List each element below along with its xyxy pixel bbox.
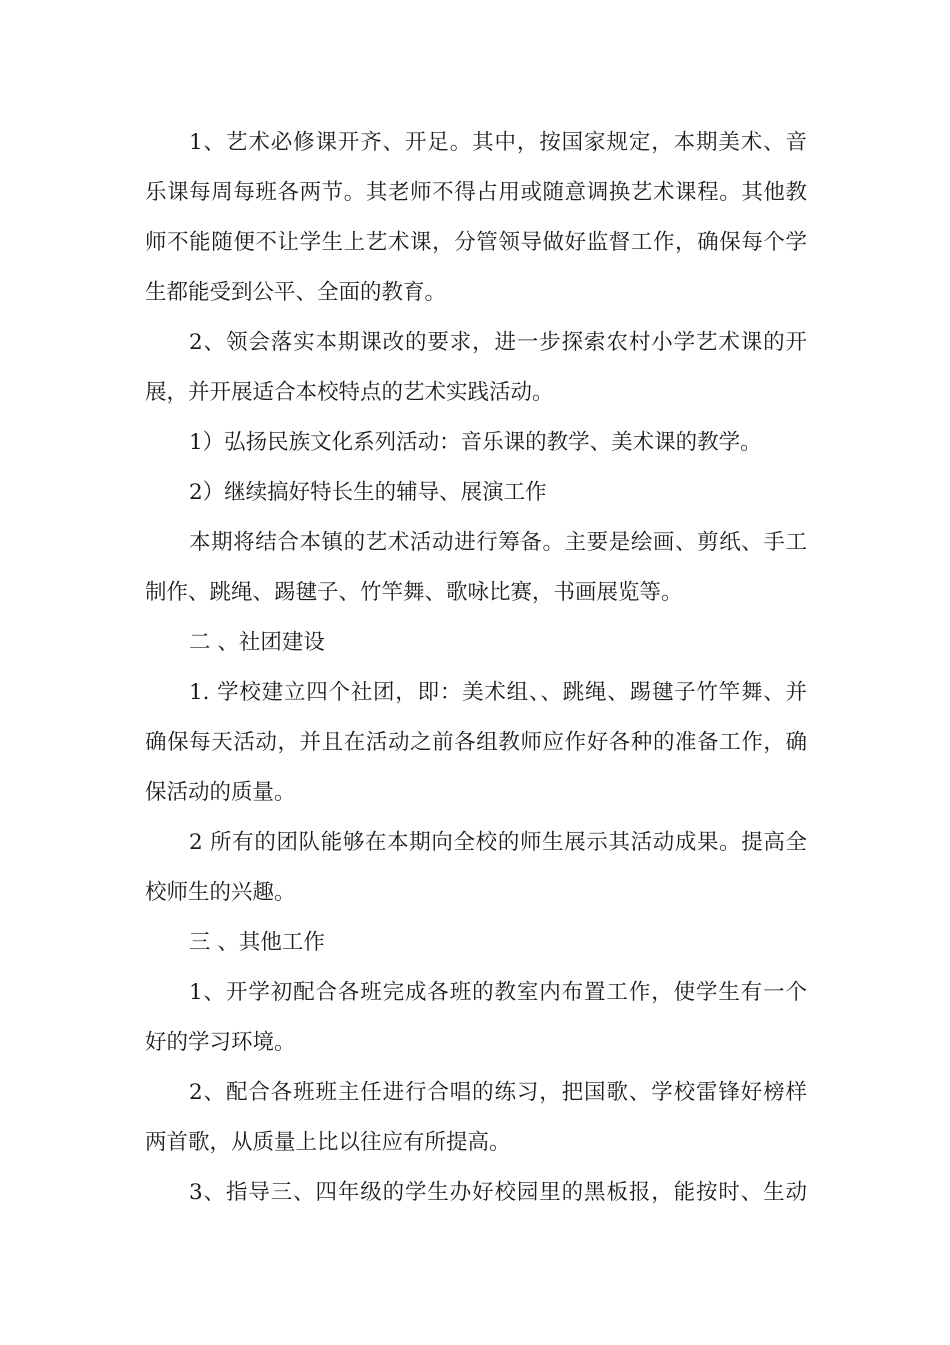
paragraph-line: 生都能受到公平、全面的教育。 [145, 280, 447, 305]
paragraph-line: 校师生的兴趣。 [145, 880, 296, 905]
paragraph-line: 3、指导三、四年级的学生办好校园里的黑板报，能按时、生动 [189, 1180, 807, 1205]
list-item: 2）继续搞好特长生的辅导、展演工作 [189, 480, 547, 505]
paragraph-line: 1、开学初配合各班完成各班的教室内布置工作，使学生有一个 [189, 980, 807, 1005]
paragraph-line: 乐课每周每班各两节。其老师不得占用或随意调换艺术课程。其他教 [145, 180, 807, 205]
list-item: 1）弘扬民族文化系列活动：音乐课的教学、美术课的教学。 [189, 430, 762, 455]
section-heading: 三 、其他工作 [189, 930, 325, 955]
paragraph-line: 2、配合各班班主任进行合唱的练习，把国歌、学校雷锋好榜样 [189, 1080, 807, 1105]
paragraph-line: 确保每天活动，并且在活动之前各组教师应作好各种的准备工作，确 [145, 730, 807, 755]
section-heading: 二 、社团建设 [189, 630, 325, 655]
paragraph-line: 2 所有的团队能够在本期向全校的师生展示其活动成果。提高全 [189, 830, 807, 855]
paragraph-line: 1. 学校建立四个社团，即：美术组、、跳绳、踢毽子竹竿舞、并 [189, 680, 807, 705]
document-body [145, 118, 807, 1218]
paragraph-line: 保活动的质量。 [145, 780, 296, 805]
paragraph-line: 好的学习环境。 [145, 1030, 296, 1055]
paragraph-line: 本期将结合本镇的艺术活动进行筹备。主要是绘画、剪纸、手工 [189, 530, 807, 555]
paragraph-line: 展，并开展适合本校特点的艺术实践活动。 [145, 380, 554, 405]
paragraph-line: 制作、跳绳、踢毽子、竹竿舞、歌咏比赛，书画展览等。 [145, 580, 683, 605]
paragraph-line: 2、领会落实本期课改的要求，进一步探索农村小学艺术课的开 [189, 330, 807, 355]
paragraph-line: 1、艺术必修课开齐、开足。其中，按国家规定，本期美术、音 [189, 130, 807, 155]
paragraph-line: 两首歌，从质量上比以往应有所提高。 [145, 1130, 511, 1155]
paragraph-line: 师不能随便不让学生上艺术课，分管领导做好监督工作，确保每个学 [145, 230, 807, 255]
